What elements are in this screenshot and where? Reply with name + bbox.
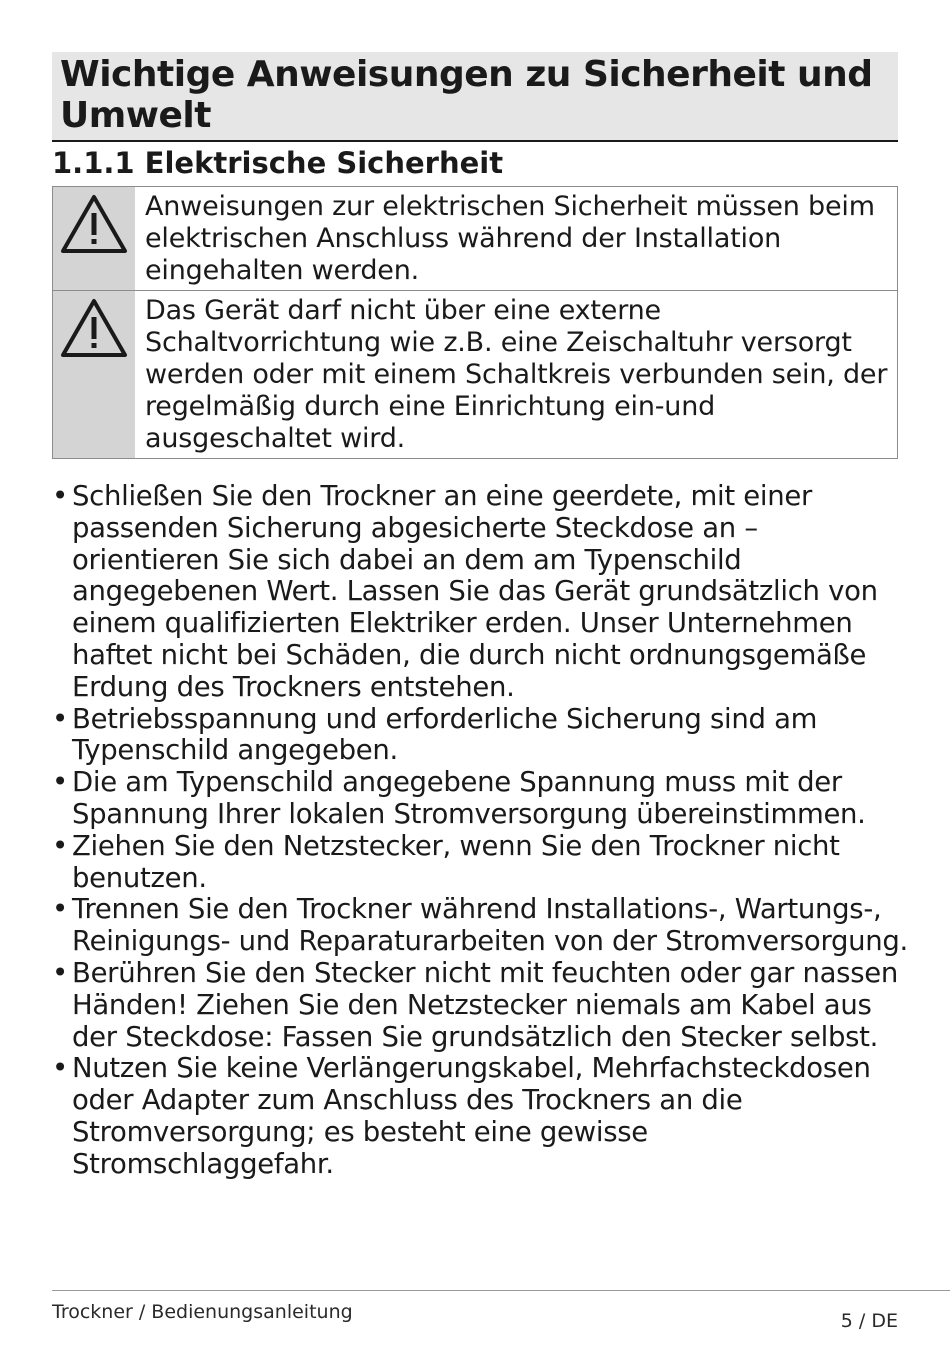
list-item: • Berühren Sie den Stecker nicht mit feuchten oder gar nassen Händen! Ziehen Sie den Netzstecker niemals am Kabel aus der Steckdose: Fassen Sie grundsätzlich den Stecker selbst. bbox=[52, 958, 912, 1053]
page-title: Wichtige Anweisungen zu Sicherheit und Umwelt bbox=[60, 54, 873, 136]
warning-icon-cell bbox=[53, 187, 135, 290]
footer-document-name: Trockner / Bedienungsanleitung bbox=[52, 1301, 353, 1323]
list-item: • Nutzen Sie keine Verlängerungskabel, Mehrfachsteckdosen oder Adapter zum Anschluss des Trockners an die Stromversorgung; es besteht eine gewisse Stromschlaggefahr. bbox=[52, 1053, 912, 1180]
list-item: • Schließen Sie den Trockner an eine geerdete, mit einer passenden Sicherung abgesicherte Steckdose an – orientieren Sie sich dabei an dem am Typenschild angegebenen Wert. Lassen Sie das Gerät grundsätzlich von einem qualifizierten Elektriker erden. Unser Unternehmen haftet nicht bei Schäden, die durch nicht ordnungsgemäße Erdung des Trockners entstehen. bbox=[52, 481, 912, 704]
footer-divider bbox=[52, 1290, 950, 1291]
footer-page-number: 5 / DE bbox=[840, 1310, 898, 1332]
warning-icon-cell bbox=[53, 291, 135, 458]
warning-table bbox=[52, 186, 898, 459]
warning-triangle-icon bbox=[59, 297, 129, 359]
list-item: • Betriebsspannung und erforderliche Sicherung sind am Typenschild angegeben. bbox=[52, 704, 912, 768]
list-item: • Ziehen Sie den Netzstecker, wenn Sie den Trockner nicht benutzen. bbox=[52, 831, 912, 895]
warning-row bbox=[53, 290, 897, 458]
warning-triangle-icon bbox=[59, 193, 129, 255]
warning-row bbox=[53, 187, 897, 290]
section-subheading: 1.1.1 Elektrische Sicherheit bbox=[52, 146, 504, 180]
warning-text: Das Gerät darf nicht über eine externe Schaltvorrichtung wie z.B. eine Zeischaltuhr versorgt werden oder mit einem Schaltkreis verbunden sein, der regelmäßig durch eine Einrichtung ein-und ausgeschaltet wird. bbox=[145, 295, 888, 454]
warning-text: Anweisungen zur elektrischen Sicherheit müssen beim elektrischen Anschluss während der Installation eingehalten werden. bbox=[145, 191, 875, 286]
section-title-box bbox=[52, 52, 898, 142]
safety-bullet-list bbox=[52, 481, 912, 1181]
list-item: • Die am Typenschild angegebene Spannung muss mit der Spannung Ihrer lokalen Stromversorgung übereinstimmen. bbox=[52, 767, 912, 831]
list-item: • Trennen Sie den Trockner während Installations-, Wartungs-, Reinigungs- und Reparaturarbeiten von der Stromversorgung. bbox=[52, 894, 912, 958]
